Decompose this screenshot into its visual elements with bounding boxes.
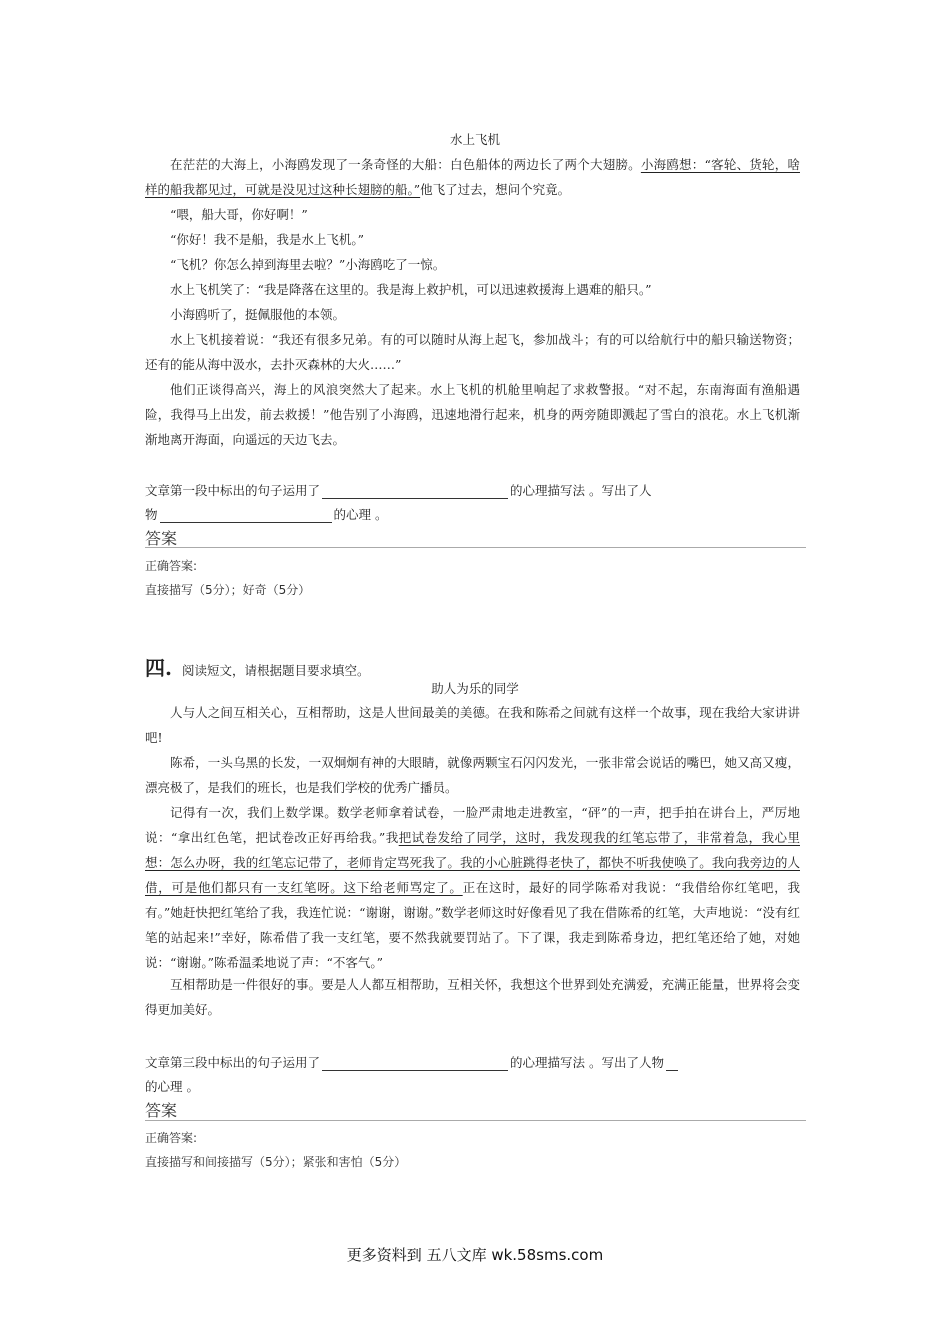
underlined-sentence: 小海鸥想：“客轮、货轮，啥样的船我都见过，可就是没见过这种长翅膀的船。”	[145, 157, 800, 197]
section-number: 四.	[145, 656, 172, 680]
paragraph: 水上飞机接着说：“我还有很多兄弟。有的可以随时从海上起飞，参加战斗；有的可以给航行中的船只输送物资；还有的能从海中汲水，去扑灭森林的大火……”	[145, 332, 800, 372]
answer-heading: 答案	[145, 1101, 178, 1120]
answer-blank[interactable]	[160, 508, 332, 523]
paragraph: 水上飞机笑了：“我是降落在这里的。我是海上救护机，可以迅速救援海上遇难的船只。”	[170, 282, 652, 297]
answer-text: 直接描写（5分）；好奇（5分）	[145, 583, 311, 597]
paragraph	[145, 152, 800, 202]
article-title: 助人为乐的同学	[431, 681, 519, 696]
answer-label: 正确答案:	[145, 1131, 198, 1145]
question-line: 的心理 。	[145, 1079, 199, 1094]
question-text: 文章第三段中标出的句子运用了	[145, 1055, 321, 1070]
question-line	[145, 505, 388, 523]
answer-label: 正确答案:	[145, 559, 198, 573]
divider	[145, 1120, 806, 1121]
paragraph: “你好！我不是船，我是水上飞机。”	[170, 232, 365, 247]
article-title: 水上飞机	[449, 132, 500, 147]
paragraph-text: 记得有一次，我们上数学课。数学老师拿着试卷，一脸严肃地走进教室，“砰”的一声，把手拍在讲台上，严厉地说：“拿出红色笔，把试卷改正好再给我。”我	[145, 805, 800, 845]
question-line	[145, 481, 652, 499]
answer-blank[interactable]	[322, 1056, 508, 1071]
underlined-sentence: 把试卷发给了同学，这时，我发现我的红笔忘带了，非常着急，我心里想：怎么办呀，我的红笔忘记带了，老师肯定骂死我了。我的小心脏跳得老快了，都快不听我使唤了。我向我旁边的人借，可是他们都只有一支红笔呀。这下给老师骂定了。	[145, 830, 800, 895]
answer-blank[interactable]	[666, 1056, 678, 1071]
paragraph: 人与人之间互相关心，互相帮助，这是人世间最美的美德。在我和陈希之间就有这样一个故事，现在我给大家讲讲吧!	[145, 705, 800, 745]
question-text: 文章第一段中标出的句子运用了	[145, 483, 321, 498]
paragraph: “飞机？你怎么掉到海里去啦？”小海鸥吃了一惊。	[170, 257, 446, 272]
question-line	[145, 1053, 680, 1071]
paragraph-text: 他飞了过去，想问个究竟。	[420, 182, 571, 197]
answer-heading: 答案	[145, 529, 178, 548]
question-text: 的心理 。	[333, 507, 388, 522]
answer-text: 直接描写和间接描写（5分）；紧张和害怕（5分）	[145, 1155, 407, 1169]
paragraph	[145, 800, 800, 975]
paragraph-text: 正在这时，最好的同学陈希对我说：“我借给你红笔吧，我有。”她赶快把红笔给了我，我连忙说：“谢谢，谢谢。”数学老师这时好像看见了我在借陈希的红笔，大声地说：“没有红笔的站起来!”幸好，陈希借了我一支红笔，要不然我就要罚站了。下了课，我走到陈希身边，把红笔还给了她，对她说：“谢谢。”陈希温柔地说了声：“不客气。”	[145, 880, 800, 970]
section-header	[145, 652, 369, 681]
paragraph: 小海鸥听了，挺佩服他的本领。	[170, 307, 346, 322]
paragraph: 互相帮助是一件很好的事。要是人人都互相帮助，互相关怀，我想这个世界到处充满爱，充满正能量，世界将会变得更加美好。	[145, 977, 800, 1017]
section-instruction: 阅读短文，请根据题目要求填空。	[181, 663, 370, 678]
divider	[145, 547, 806, 548]
paragraph: “喂，船大哥，你好啊！”	[170, 207, 308, 222]
paragraph: 陈希，一头乌黑的长发，一双炯炯有神的大眼睛，就像两颗宝石闪闪发光，一张非常会说话的嘴巴，她又高又瘦，漂亮极了，是我们的班长，也是我们学校的优秀广播员。	[145, 755, 800, 795]
answer-blank[interactable]	[322, 484, 508, 499]
footer-watermark: 更多资料到 五八文库 wk.58sms.com	[346, 1246, 604, 1264]
question-text: 物	[145, 507, 158, 522]
paragraph-text: 在茫茫的大海上，小海鸥发现了一条奇怪的大船：白色船体的两边长了两个大翅膀。	[170, 157, 641, 172]
paragraph: 他们正谈得高兴，海上的风浪突然大了起来。水上飞机的机舱里响起了求救警报。“对不起，东南海面有渔船遇险，我得马上出发，前去救援！”他告别了小海鸥，迅速地滑行起来，机身的两旁随即溅起了雪白的浪花。水上飞机渐渐地离开海面，向遥远的天边飞去。	[145, 382, 800, 447]
question-text: 的心理描写法 。写出了人物	[510, 1055, 664, 1070]
question-text: 的心理描写法 。写出了人	[510, 483, 652, 498]
